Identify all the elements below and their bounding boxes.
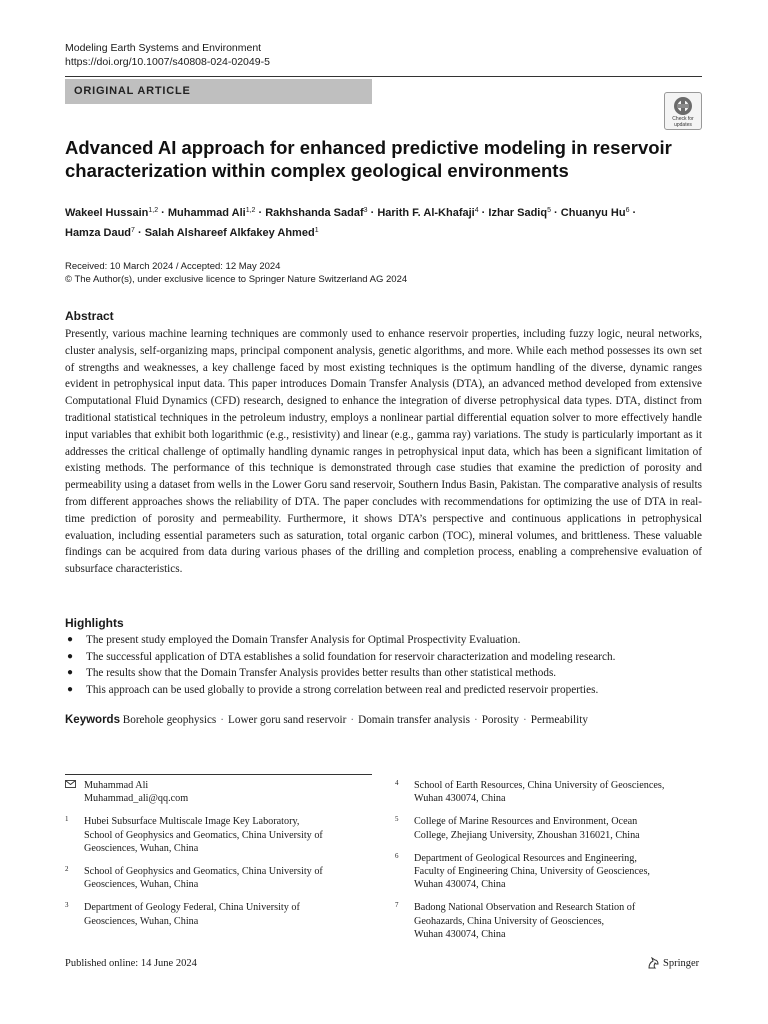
affiliation-line: Department of Geological Resources and Engineering, [414,852,637,864]
bullet-icon: ● [67,634,74,645]
footnotes-right [395,779,705,951]
springer-horse-icon [647,957,660,969]
affiliation-line: School of Geophysics and Geomatics, China University of [84,866,323,878]
doi-link[interactable]: https://doi.org/10.1007/s40808-024-02049-5 [65,56,270,68]
highlight-item [65,632,705,649]
corresponding-name: Muhammad Ali [84,780,149,791]
author-affiliation: 1,2 [148,207,159,214]
footnote-number: 5 [395,815,399,824]
highlight-text: The successful application of DTA establishes a solid foundation for reservoir characterization and modeling research. [86,650,616,663]
author-name[interactable]: Hamza Daud [65,227,132,239]
article-type-banner: ORIGINAL ARTICLE [65,79,372,104]
footnote-number: 3 [65,901,69,910]
affiliation-line: Geosciences, Wuhan, China [84,915,199,927]
published-online: Published online: 14 June 2024 [65,958,197,969]
affiliation-line: Badong National Observation and Research Station of [414,902,636,914]
envelope-icon [65,780,76,793]
author-name[interactable]: Muhammad Ali [167,207,246,219]
journal-name: Modeling Earth Systems and Environment [65,42,262,54]
header-rule [65,76,702,77]
affiliation-footnote [395,815,705,841]
author-name[interactable]: Rakhshanda Sadaf [265,207,364,219]
footnote-number: 7 [395,901,399,910]
footnote-number: 2 [65,865,69,874]
keywords [65,712,705,728]
abstract-text: Presently, various machine learning techniques are commonly used to enhance reservoir properties, including fuzzy logic, neural networks, cluster analysis, self-organizing maps, principal component analysis, genetic algorithms, and more. While each method possesses its own set of strengths and weaknesses, a key challenge faced by most existing techniques is the optimum handling of the diverse, dynamic ranges evident in petrophysical input data. This paper introduces Domain Transfer Analysis (DTA), an advanced method developed from extensive Computational Fluid Dynamics (CFD) research, designed to enhance the integration of diverse petrophysical data types. DTA, distinct from traditional statistical techniques in the petroleum industry, employs a nonlinear partial differential equation solver to more effectively handle input variables that exhibit both logarithmic (e.g., resistivity) and linear (e.g., gamma ray) variations. The study is particularly important as it addresses the critical challenge of optimally handling dynamic ranges in petrophysical input data, which has been a significant limitation of existing methods. The performance of this technique is demonstrated through case studies that examine the prediction of porosity and permeability using a dataset from wells in the Lower Goru sand reservoir, Southern Indus Basin, Pakistan. The comparative analysis of results from different approaches shows the reliability of DTA. The paper concludes with recommendations for optimizing the use of DTA in real-time prediction of porosity and permeability. Furthermore, it shows DTA’s perspective and continuous applications in petrophysical evaluation, including essential parameters such as saturation, total organic carbon (TOC), mineral volumes, and brittleness. These valuable findings can be acquired from data during various phases of the drilling and completion process, enabling a comprehensive evaluation of subsurface characteristics. [65,328,702,576]
author-affiliation: 4 [474,207,479,214]
affiliation-footnote [395,901,705,941]
bullet-icon: ● [67,667,74,678]
crossmark-icon [673,96,693,116]
affiliation-line: Wuhan 430074, China [414,793,506,805]
keyword[interactable]: Permeability [530,714,588,726]
affiliation-line: Hubei Subsurface Multiscale Image Key Laboratory, [84,816,300,828]
affiliation-line: School of Geophysics and Geomatics, China University of [84,829,323,841]
keyword-separator: · [220,714,225,726]
keyword-separator: · [473,714,478,726]
author-affiliation: 7 [131,227,135,234]
publisher-name: Springer [663,957,700,969]
author-line: Hamza Daud$^7$ · Salah Alshareef Alkfakey Ahmed$^1$ [65,227,319,239]
springer-logo [647,957,699,969]
affiliation-line: College, Zhejiang University, Zhoushan 316021, China [414,829,640,841]
affiliation-line: Geosciences, Wuhan, China [84,879,199,891]
keyword[interactable]: Porosity [481,714,520,726]
highlights-list [65,632,705,698]
check-for-label: Check for [672,116,694,122]
keyword[interactable]: Lower goru sand reservoir [228,714,347,726]
journal-header [65,41,270,69]
affiliation-footnote [395,852,705,892]
footnote-number: 6 [395,851,399,860]
copyright-notice: © The Author(s), under exclusive licence to Springer Nature Switzerland AG 2024 [65,274,408,285]
keyword[interactable]: Borehole geophysics [122,714,217,726]
affiliation-line: Wuhan 430074, China [414,879,506,891]
highlight-text: The present study employed the Domain Transfer Analysis for Optimal Prospectivity Evaluation. [86,634,521,646]
author-affiliation: 1 [314,227,319,234]
highlight-item [65,682,705,699]
highlight-item [65,649,705,666]
received-accepted: Received: 10 March 2024 / Accepted: 12 May 2024 [65,261,281,272]
title-line: characterization within complex geological environments [65,160,569,181]
highlight-text: The results show that the Domain Transfer Analysis provides better results than other statistical methods. [86,667,557,679]
footnotes-left [65,779,375,938]
affiliation-line: Faculty of Engineering China, University of Geosciences, [414,866,650,878]
highlight-text: This approach can be used globally to provide a strong correlation between real and predicted reservoir properties. [86,683,599,696]
affiliation-footnote [65,901,375,927]
keyword-separator: · [350,714,355,726]
bullet-icon: ● [67,650,74,662]
author-affiliation: 5 [547,207,551,214]
affiliation-line: Department of Geology Federal, China University of [84,902,300,914]
author-name[interactable]: Chuanyu Hu [560,207,626,219]
author-line: Wakeel Hussain$^{1,2}$ · Muhammad Ali$^{1,2}$ · Rakhshanda Sadaf$^3$ · Harith F. Al-Khafaji$^4$ · Izhar Sadiq$^5$ · Chuanyu $Hu^6$ · [65,207,637,219]
check-for-updates-badge[interactable] [664,92,702,130]
affiliation-line: School of Earth Resources, China University of Geosciences, [414,780,665,791]
abstract-heading: Abstract [65,309,114,323]
footnote-number: 4 [395,779,399,787]
corresponding-email[interactable]: Muhammad_ali@qq.com [84,793,189,805]
keyword-separator: · [523,714,527,726]
affiliation-line: Geosciences, Wuhan, China [84,842,199,854]
footnote-number: 1 [65,815,69,824]
article-dates [65,260,407,286]
highlight-item [65,665,705,682]
title-line: Advanced AI approach for enhanced predictive modeling in reservoir [65,137,672,158]
author-affiliation: 6 [625,207,630,214]
keywords-label: Keywords [65,714,120,726]
author-name[interactable]: Harith F. Al-Khafaji [377,207,475,219]
updates-label: updates [674,121,692,128]
author-list [65,202,705,242]
author-name[interactable]: Izhar Sadiq [488,207,548,219]
bullet-icon: ● [67,683,74,695]
affiliation-line: Geohazards, China University of Geosciences, [414,915,605,927]
author-name[interactable]: Wakeel Hussain [65,207,149,219]
keyword[interactable]: Domain transfer analysis [358,714,470,726]
affiliation-footnote [65,865,375,891]
article-title [65,136,705,182]
affiliation-line: Wuhan 430074, China [414,928,506,940]
affiliation-footnote [65,815,375,855]
affiliation-line: College of Marine Resources and Environment, Ocean [414,816,638,828]
author-name[interactable]: Salah Alshareef Alkfakey Ahmed [144,227,315,239]
corresponding-author [65,779,375,805]
affiliation-footnote [395,779,705,805]
author-affiliation: 3 [363,207,368,214]
author-affiliation: 1,2 [245,207,256,214]
highlights-heading: Highlights [65,616,124,630]
footnote-rule [65,774,372,775]
